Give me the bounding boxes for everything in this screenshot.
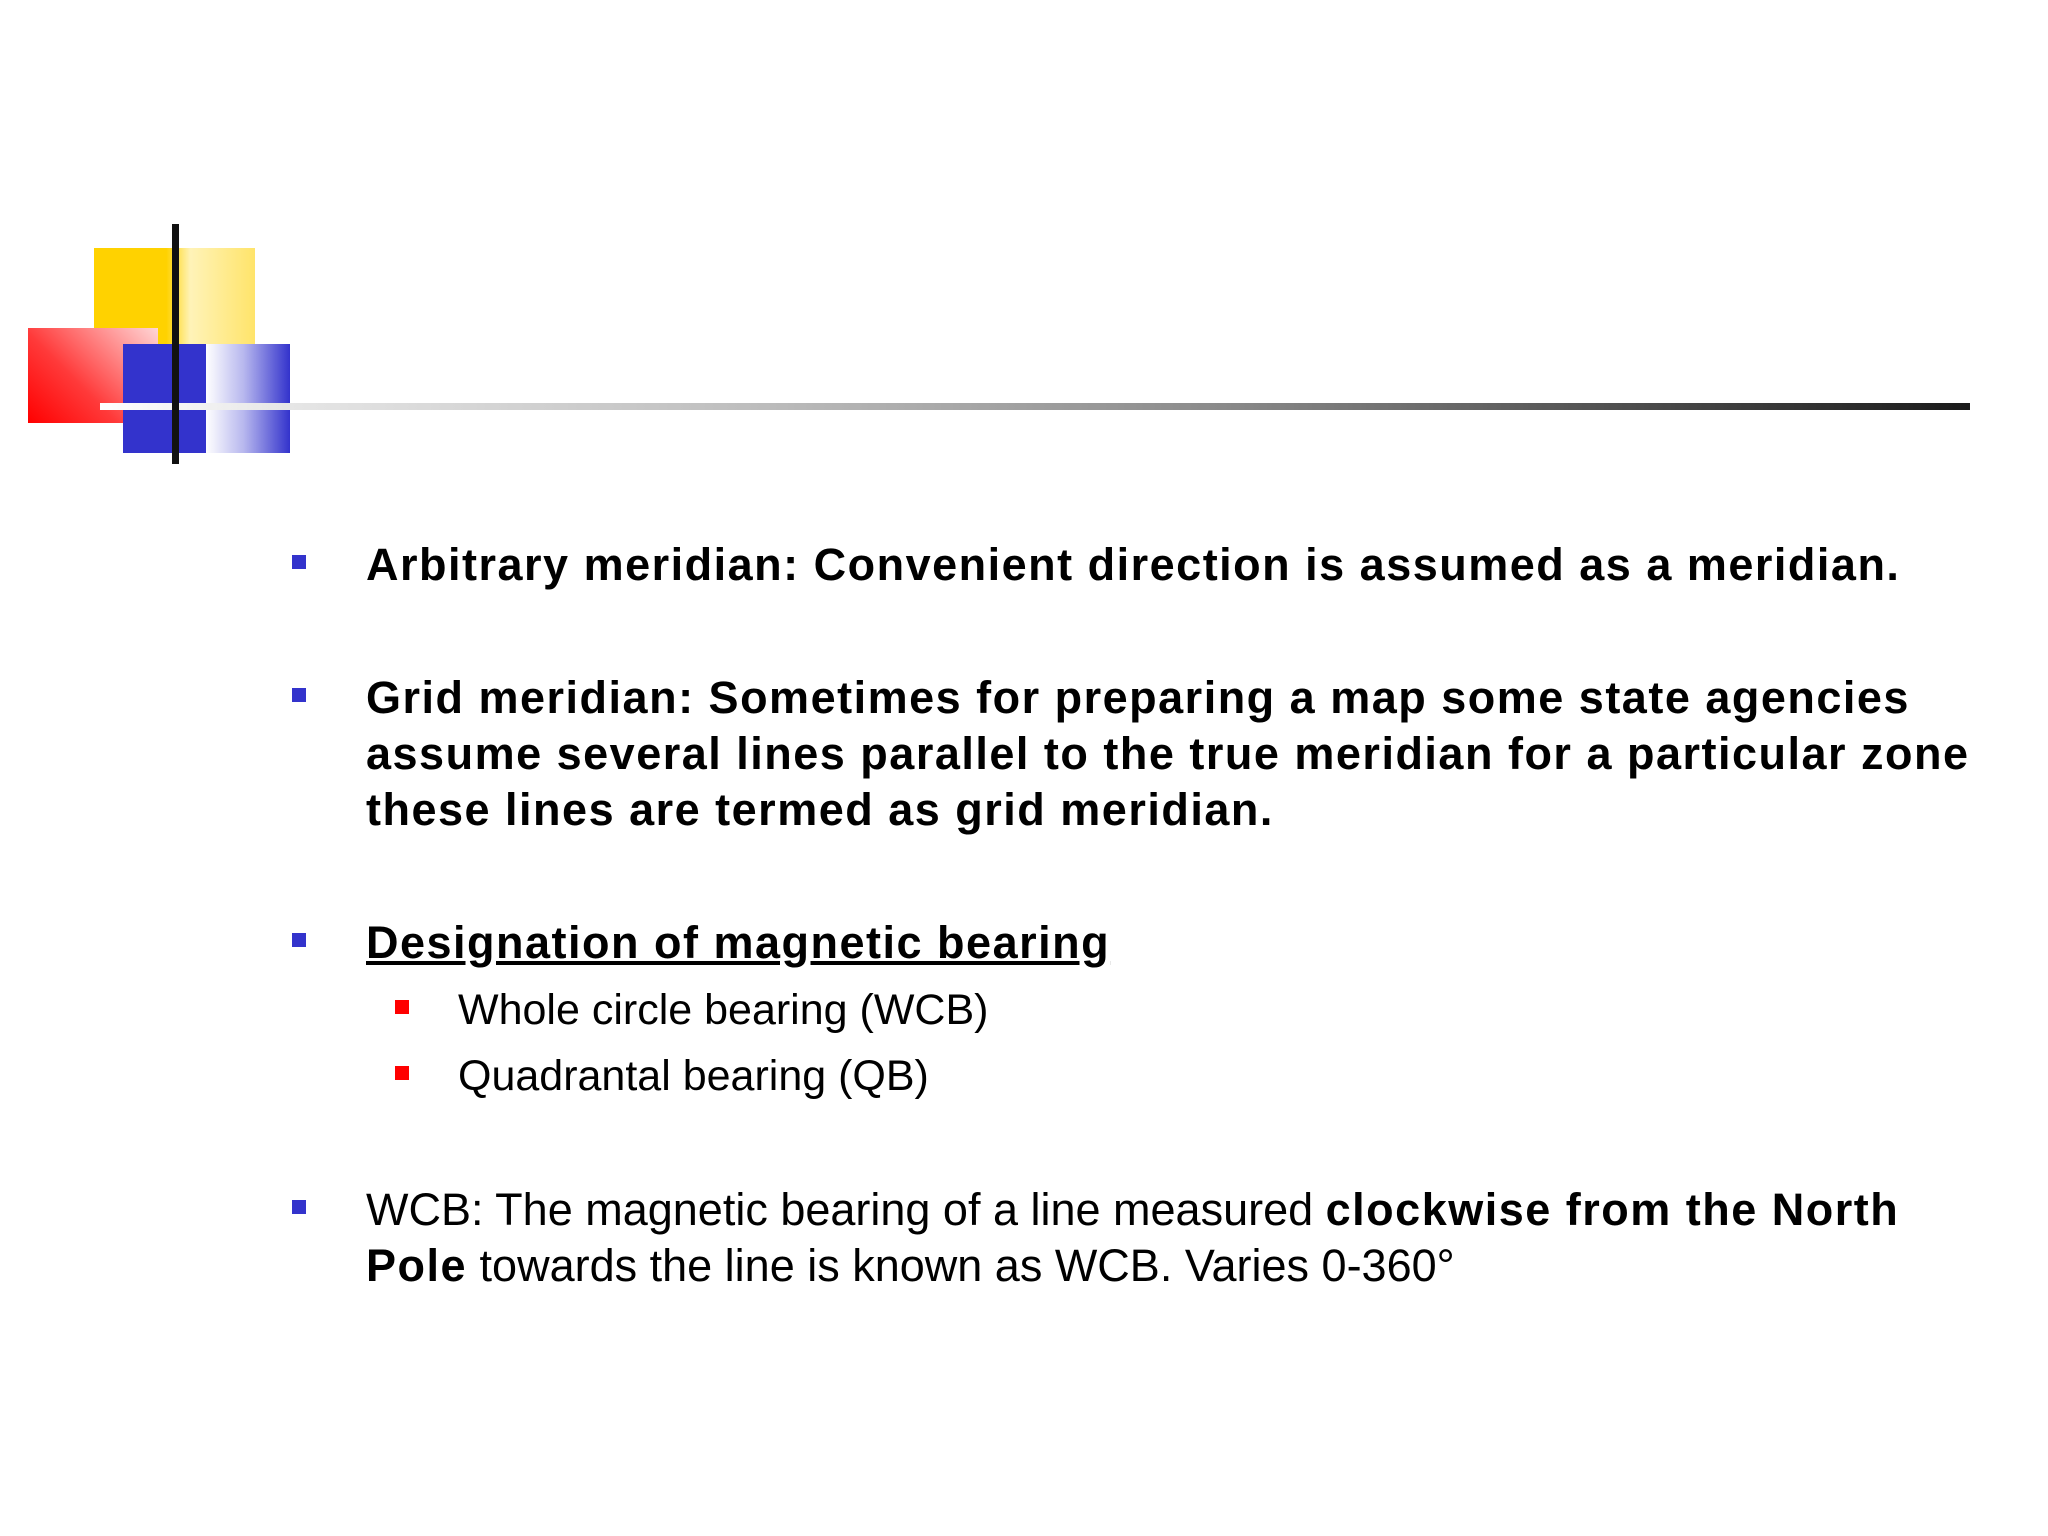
sub-item-qb (458, 1049, 929, 1103)
title-divider-line (100, 403, 1970, 410)
bullet-wcb-definition (366, 1182, 1966, 1294)
deco-blue-gradient-square (206, 344, 290, 453)
bullet-icon (292, 688, 306, 702)
bullet-text: Arbitrary meridian: Convenient direction is assumed as a meridian. (366, 539, 1901, 590)
bullet-text: Grid meridian: Sometimes for preparing a map some state agencies assume several lines parallel to the true meridian for a particular zone these lines are termed as grid meridian. (366, 672, 1970, 835)
bullet-icon (292, 1200, 306, 1214)
bullet-icon (292, 933, 306, 947)
designation-heading (366, 915, 2006, 971)
bullet-icon (292, 555, 306, 569)
heading-text: Designation of magnetic bearing (366, 917, 1111, 968)
wcb-bold-text-line1: clockwise from the North (1325, 1184, 1900, 1235)
bullet-arbitrary-meridian (366, 537, 2006, 593)
deco-vertical-bar (172, 224, 179, 464)
sub-bullet-icon (395, 1066, 409, 1080)
sub-item-wcb (458, 983, 988, 1037)
sub-bullet-icon (395, 1000, 409, 1014)
sub-item-text: Quadrantal bearing (QB) (458, 1052, 929, 1100)
deco-blue-square (123, 344, 206, 453)
wcb-text-part2: towards the line is known as WCB. Varies 0-360° (467, 1240, 1455, 1291)
wcb-bold-text-line2: Pole (366, 1240, 468, 1291)
wcb-text-part1: WCB: The magnetic bearing of a line measured (366, 1184, 1326, 1235)
bullet-grid-meridian (366, 670, 2006, 838)
sub-item-text: Whole circle bearing (WCB) (458, 986, 989, 1034)
